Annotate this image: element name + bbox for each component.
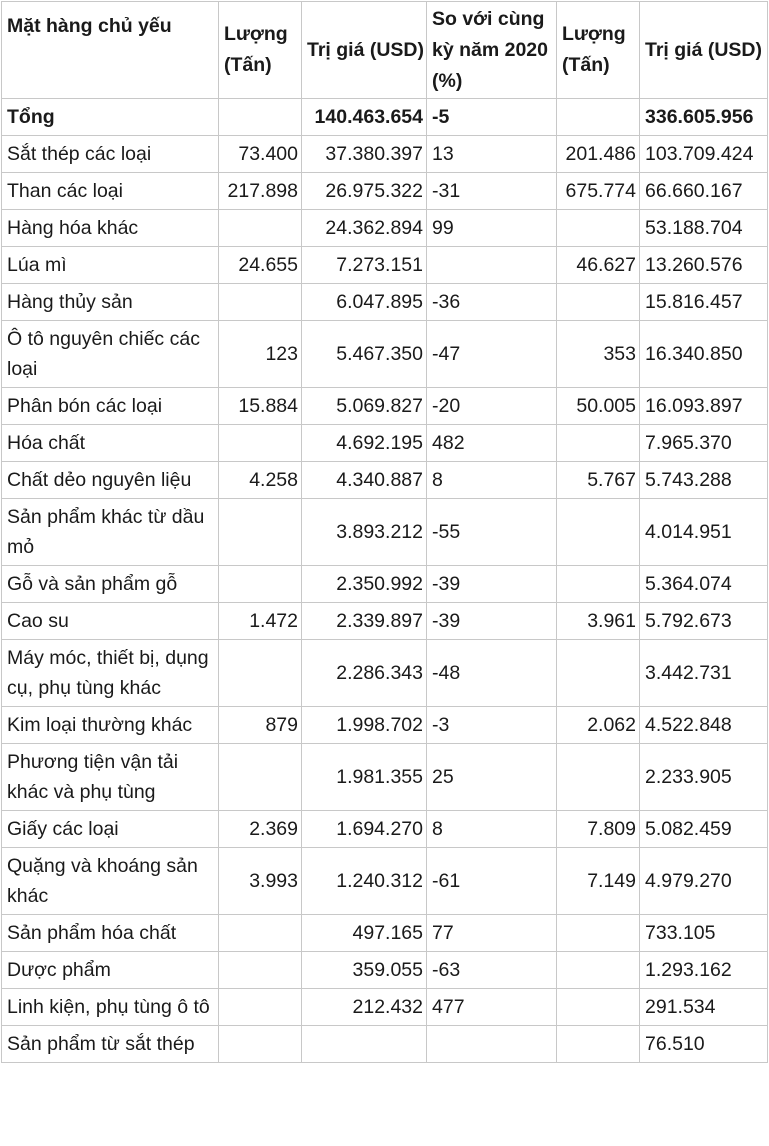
row-value-2: 66.660.167	[640, 173, 768, 210]
header-change-percent: So với cùng kỳ năm 2020 (%)	[427, 2, 557, 99]
row-value-2: 733.105	[640, 915, 768, 952]
row-change-percent: -48	[427, 640, 557, 707]
row-quantity-2	[557, 640, 640, 707]
row-item-name: Tổng	[2, 99, 219, 136]
table-row	[2, 284, 768, 321]
row-item-name: Cao su	[2, 603, 219, 640]
table-row	[2, 640, 768, 707]
row-value-2: 76.510	[640, 1026, 768, 1063]
row-value-1: 212.432	[302, 989, 427, 1026]
row-value-1: 3.893.212	[302, 499, 427, 566]
row-value-1: 4.340.887	[302, 462, 427, 499]
row-value-1: 37.380.397	[302, 136, 427, 173]
table-row	[2, 425, 768, 462]
table-row	[2, 247, 768, 284]
row-quantity-2	[557, 952, 640, 989]
row-change-percent: -5	[427, 99, 557, 136]
row-value-2: 5.082.459	[640, 811, 768, 848]
row-quantity-2	[557, 210, 640, 247]
row-item-name: Sắt thép các loại	[2, 136, 219, 173]
row-change-percent: 8	[427, 462, 557, 499]
row-quantity-2	[557, 99, 640, 136]
row-quantity-1: 2.369	[219, 811, 302, 848]
row-value-1: 497.165	[302, 915, 427, 952]
table-row	[2, 989, 768, 1026]
row-item-name: Lúa mì	[2, 247, 219, 284]
table-row	[2, 321, 768, 388]
row-item-name: Dược phẩm	[2, 952, 219, 989]
row-value-1: 140.463.654	[302, 99, 427, 136]
row-change-percent: -55	[427, 499, 557, 566]
row-quantity-2: 201.486	[557, 136, 640, 173]
row-value-2: 4.014.951	[640, 499, 768, 566]
row-quantity-1	[219, 989, 302, 1026]
import-table	[1, 1, 768, 1063]
row-item-name: Phân bón các loại	[2, 388, 219, 425]
row-quantity-1: 4.258	[219, 462, 302, 499]
row-quantity-1: 217.898	[219, 173, 302, 210]
row-quantity-1	[219, 210, 302, 247]
row-value-1: 26.975.322	[302, 173, 427, 210]
row-quantity-1	[219, 915, 302, 952]
row-quantity-1	[219, 640, 302, 707]
table-row	[2, 1026, 768, 1063]
row-value-2: 4.522.848	[640, 707, 768, 744]
row-quantity-2	[557, 915, 640, 952]
row-quantity-1: 15.884	[219, 388, 302, 425]
table-row	[2, 566, 768, 603]
row-item-name: Phương tiện vận tải khác và phụ tùng	[2, 744, 219, 811]
row-item-name: Hóa chất	[2, 425, 219, 462]
row-change-percent: 99	[427, 210, 557, 247]
table-row	[2, 811, 768, 848]
row-item-name: Sản phẩm khác từ dầu mỏ	[2, 499, 219, 566]
row-quantity-1: 879	[219, 707, 302, 744]
row-quantity-1: 123	[219, 321, 302, 388]
table-row	[2, 603, 768, 640]
table-row	[2, 210, 768, 247]
row-quantity-1	[219, 566, 302, 603]
row-change-percent: -36	[427, 284, 557, 321]
row-value-1: 1.694.270	[302, 811, 427, 848]
row-value-2: 5.792.673	[640, 603, 768, 640]
row-value-2: 7.965.370	[640, 425, 768, 462]
row-quantity-1: 73.400	[219, 136, 302, 173]
header-row	[2, 2, 768, 99]
row-item-name: Quặng và khoáng sản khác	[2, 848, 219, 915]
row-quantity-1	[219, 284, 302, 321]
table-body	[2, 99, 768, 1063]
table-row	[2, 173, 768, 210]
row-item-name: Chất dẻo nguyên liệu	[2, 462, 219, 499]
row-quantity-2	[557, 284, 640, 321]
row-item-name: Ô tô nguyên chiếc các loại	[2, 321, 219, 388]
row-value-1: 1.998.702	[302, 707, 427, 744]
row-value-2: 16.093.897	[640, 388, 768, 425]
row-value-1: 5.467.350	[302, 321, 427, 388]
row-item-name: Than các loại	[2, 173, 219, 210]
row-change-percent: 8	[427, 811, 557, 848]
table-row	[2, 388, 768, 425]
row-value-1: 359.055	[302, 952, 427, 989]
row-quantity-2: 7.809	[557, 811, 640, 848]
total-row	[2, 99, 768, 136]
row-change-percent: -39	[427, 603, 557, 640]
row-value-2: 53.188.704	[640, 210, 768, 247]
row-value-2: 3.442.731	[640, 640, 768, 707]
row-value-2: 103.709.424	[640, 136, 768, 173]
row-quantity-2: 50.005	[557, 388, 640, 425]
row-value-2: 1.293.162	[640, 952, 768, 989]
row-item-name: Linh kiện, phụ tùng ô tô	[2, 989, 219, 1026]
row-value-2: 291.534	[640, 989, 768, 1026]
row-value-1	[302, 1026, 427, 1063]
header-value-2: Trị giá (USD)	[640, 2, 768, 99]
row-change-percent: -63	[427, 952, 557, 989]
row-value-2: 5.743.288	[640, 462, 768, 499]
row-change-percent: -31	[427, 173, 557, 210]
row-value-1: 4.692.195	[302, 425, 427, 462]
row-value-1: 7.273.151	[302, 247, 427, 284]
table-row	[2, 499, 768, 566]
row-quantity-1	[219, 499, 302, 566]
row-quantity-2	[557, 744, 640, 811]
row-change-percent: -20	[427, 388, 557, 425]
header-item: Mặt hàng chủ yếu	[2, 2, 219, 99]
row-item-name: Hàng thủy sản	[2, 284, 219, 321]
row-value-2: 13.260.576	[640, 247, 768, 284]
row-value-1: 1.981.355	[302, 744, 427, 811]
row-value-1: 2.350.992	[302, 566, 427, 603]
row-value-2: 336.605.956	[640, 99, 768, 136]
row-quantity-1: 3.993	[219, 848, 302, 915]
row-change-percent: 13	[427, 136, 557, 173]
row-quantity-2	[557, 566, 640, 603]
row-change-percent	[427, 1026, 557, 1063]
row-value-1: 1.240.312	[302, 848, 427, 915]
row-value-2: 15.816.457	[640, 284, 768, 321]
row-quantity-1	[219, 744, 302, 811]
table-row	[2, 462, 768, 499]
row-change-percent: -39	[427, 566, 557, 603]
row-value-2: 2.233.905	[640, 744, 768, 811]
row-quantity-1	[219, 1026, 302, 1063]
row-quantity-1: 24.655	[219, 247, 302, 284]
header-value-1: Trị giá (USD)	[302, 2, 427, 99]
row-quantity-2: 5.767	[557, 462, 640, 499]
table-row	[2, 707, 768, 744]
row-value-1: 2.339.897	[302, 603, 427, 640]
row-quantity-1	[219, 425, 302, 462]
header-quantity-2: Lượng (Tấn)	[557, 2, 640, 99]
row-value-2: 4.979.270	[640, 848, 768, 915]
row-item-name: Sản phẩm từ sắt thép	[2, 1026, 219, 1063]
row-value-1: 2.286.343	[302, 640, 427, 707]
row-item-name: Hàng hóa khác	[2, 210, 219, 247]
row-item-name: Gỗ và sản phẩm gỗ	[2, 566, 219, 603]
row-value-2: 5.364.074	[640, 566, 768, 603]
row-item-name: Máy móc, thiết bị, dụng cụ, phụ tùng khác	[2, 640, 219, 707]
row-quantity-1	[219, 99, 302, 136]
row-change-percent: -47	[427, 321, 557, 388]
row-quantity-2: 7.149	[557, 848, 640, 915]
row-quantity-1	[219, 952, 302, 989]
row-quantity-1: 1.472	[219, 603, 302, 640]
table-row	[2, 915, 768, 952]
row-change-percent: 482	[427, 425, 557, 462]
row-change-percent	[427, 247, 557, 284]
row-quantity-2: 46.627	[557, 247, 640, 284]
row-quantity-2: 675.774	[557, 173, 640, 210]
row-quantity-2: 2.062	[557, 707, 640, 744]
row-item-name: Giấy các loại	[2, 811, 219, 848]
row-change-percent: 477	[427, 989, 557, 1026]
row-change-percent: 25	[427, 744, 557, 811]
table-row	[2, 848, 768, 915]
row-quantity-2	[557, 499, 640, 566]
row-value-2: 16.340.850	[640, 321, 768, 388]
row-quantity-2: 3.961	[557, 603, 640, 640]
row-quantity-2: 353	[557, 321, 640, 388]
table-row	[2, 952, 768, 989]
row-value-1: 24.362.894	[302, 210, 427, 247]
row-change-percent: 77	[427, 915, 557, 952]
table-row	[2, 744, 768, 811]
row-item-name: Kim loại thường khác	[2, 707, 219, 744]
row-value-1: 5.069.827	[302, 388, 427, 425]
row-value-1: 6.047.895	[302, 284, 427, 321]
row-change-percent: -61	[427, 848, 557, 915]
row-quantity-2	[557, 1026, 640, 1063]
row-item-name: Sản phẩm hóa chất	[2, 915, 219, 952]
row-change-percent: -3	[427, 707, 557, 744]
row-quantity-2	[557, 989, 640, 1026]
table-row	[2, 136, 768, 173]
row-quantity-2	[557, 425, 640, 462]
header-quantity-1: Lượng (Tấn)	[219, 2, 302, 99]
